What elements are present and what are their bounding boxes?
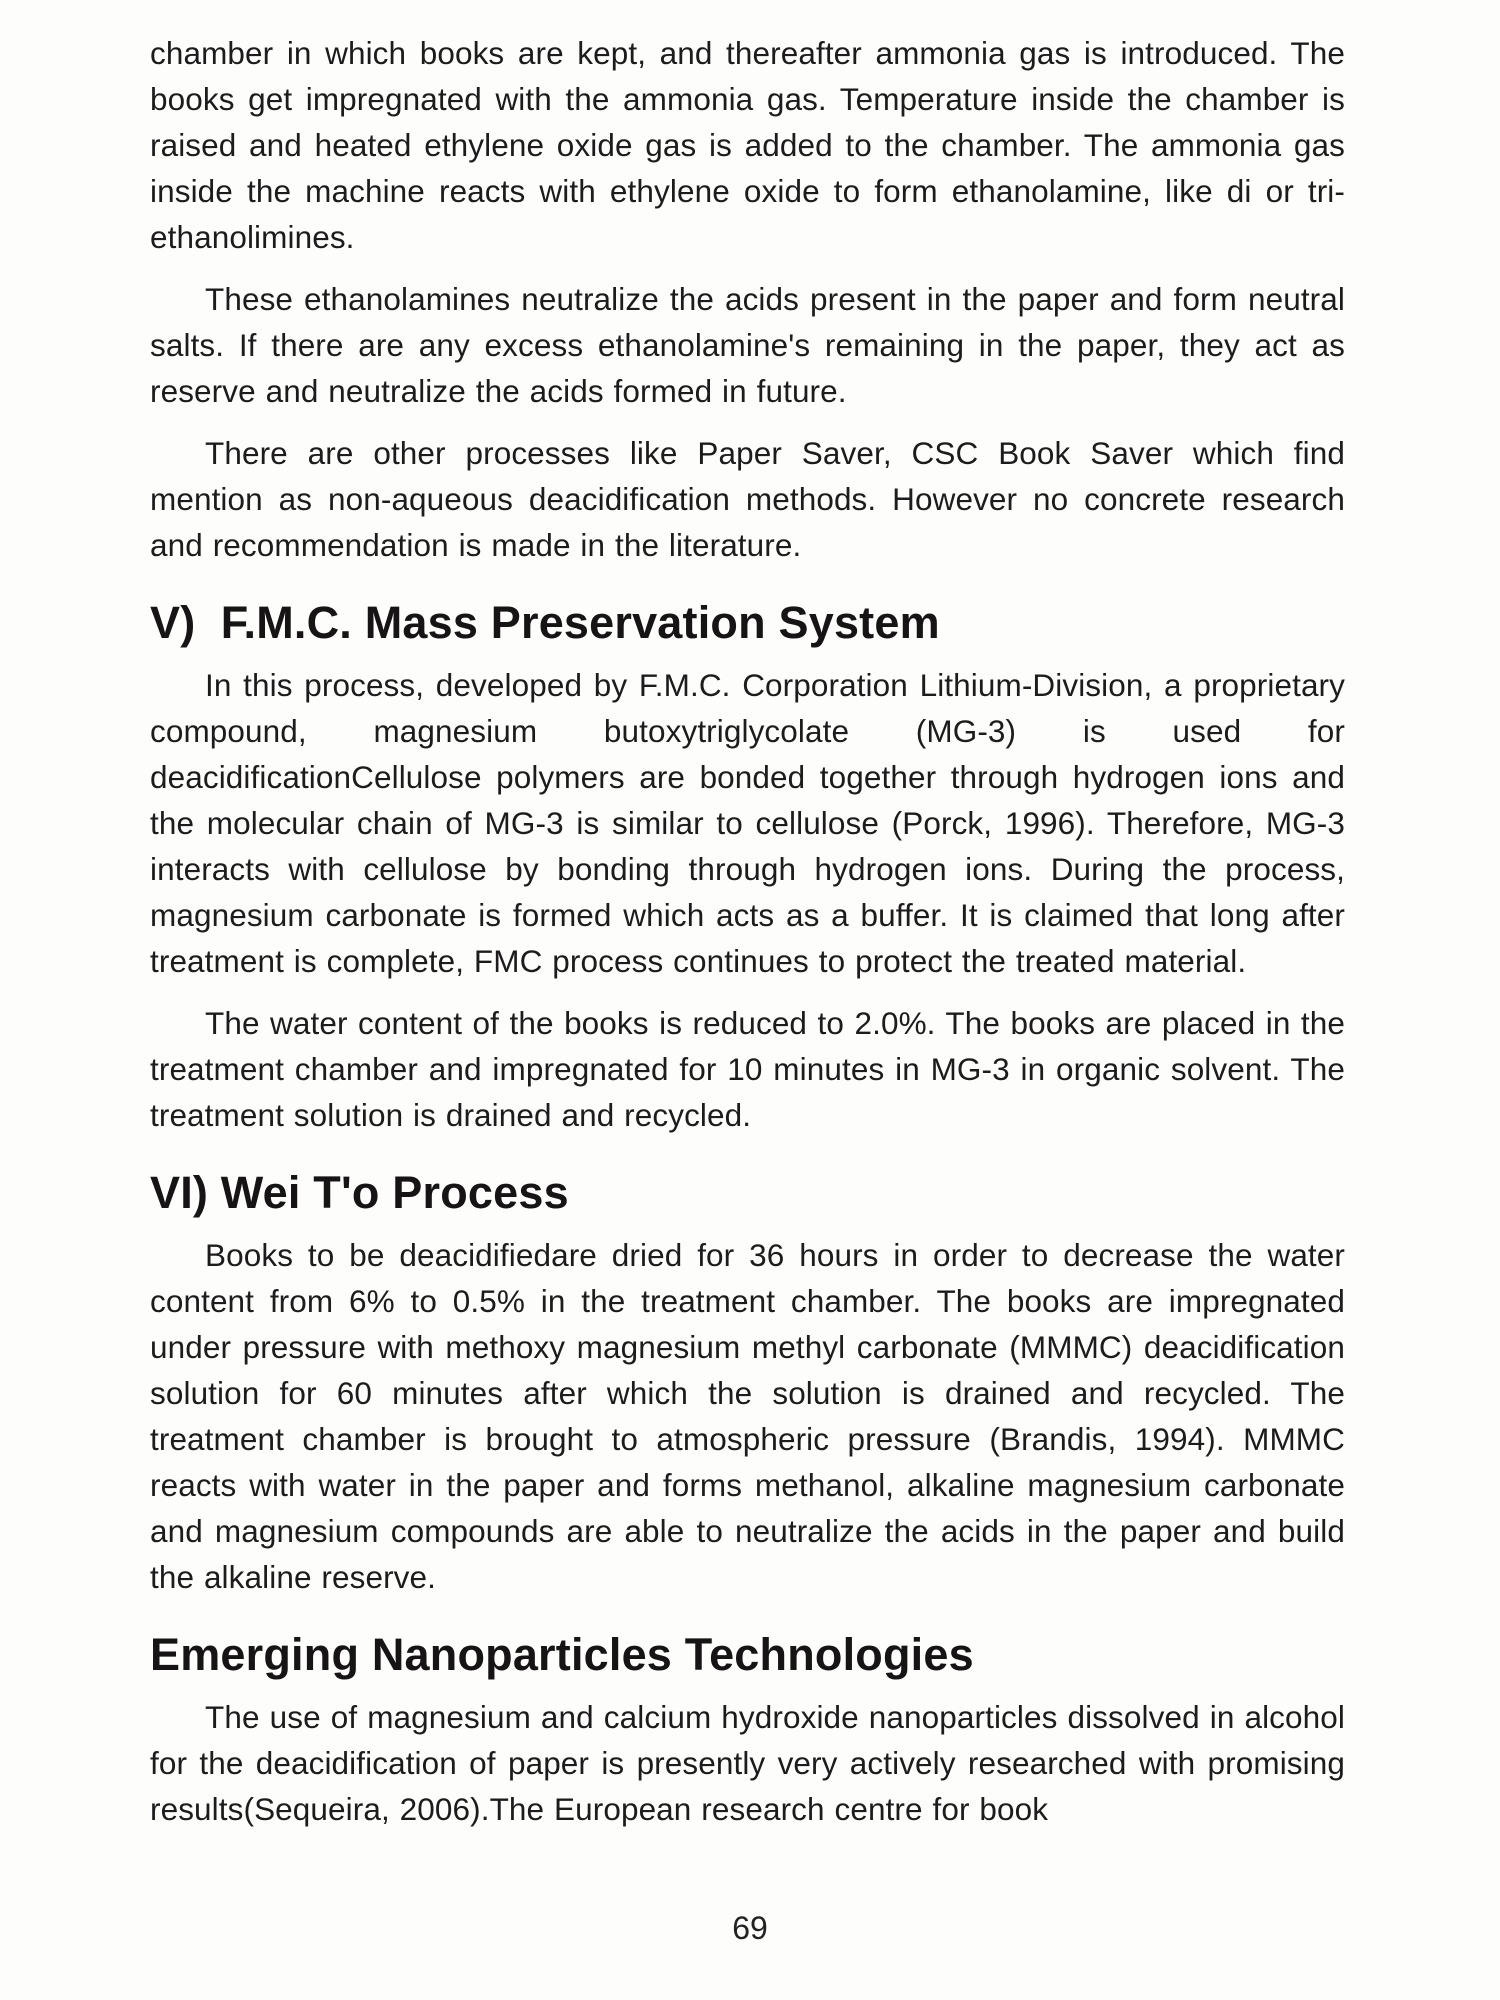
page-footer: [0, 1908, 1500, 1948]
paragraph-fmc-process: In this process, developed by F.M.C. Corporation Lithium-Division, a proprietary compound, magnesium butoxytriglycolate (MG-3) is used for deacidificationCellulose polymers are bonded together through hydrogen ions and the molecular chain of MG-3 is similar to cellulose (Porck, 1996). Therefore, MG-3 interacts with cellulose by bonding through hydrogen ions. During the process, magnesium carbonate is formed which acts as a buffer. It is claimed that long after treatment is complete, FMC process continues to protect the treated material.: [150, 667, 1345, 979]
paragraph-ammonia-chamber: chamber in which books are kept, and thereafter ammonia gas is introduced. The books get impregnated with the ammonia gas. Temperature inside the chamber is raised and heated ethylene oxide gas is added to the chamber. The ammonia gas inside the machine reacts with ethylene oxide to form ethanolamine, like di or tri-ethanolimines.: [150, 35, 1345, 255]
paragraph-nanoparticles: The use of magnesium and calcium hydroxide nanoparticles dissolved in alcohol for the deacidification of paper is presently very actively researched with promising results(Sequeira, 2006).The European research centre for book: [150, 1699, 1345, 1827]
heading-wei-to-process: VI) Wei T'o Process: [150, 1167, 569, 1218]
page-body: [150, 30, 1345, 1848]
paragraph-wei-to-details: Books to be deacidifiedare dried for 36 hours in order to decrease the water content from 6% to 0.5% in the treatment chamber. The books are impregnated under pressure with methoxy magnesium methyl carbonate (MMMC) deacidification solution for 60 minutes after which the solution is drained and recycled. The treatment chamber is brought to atmospheric pressure (Brandis, 1994). MMMC reacts with water in the paper and forms methanol, alkaline magnesium carbonate and magnesium compounds are able to neutralize the acids in the paper and build the alkaline reserve.: [150, 1237, 1345, 1595]
paragraph-other-processes: There are other processes like Paper Saver, CSC Book Saver which find mention as non-aqueous deacidification methods. However no concrete research and recommendation is made in the literature.: [150, 435, 1345, 563]
page-number: 69: [732, 1910, 768, 1946]
paragraph-ethanolamines: These ethanolamines neutralize the acids present in the paper and form neutral salts. If there are any excess ethanolamine's remaining in the paper, they act as reserve and neutralize the acids formed in future.: [150, 281, 1345, 409]
heading-emerging-nanoparticles-technologies: Emerging Nanoparticles Technologies: [150, 1629, 974, 1680]
paragraph-water-content: The water content of the books is reduced to 2.0%. The books are placed in the treatment chamber and impregnated for 10 minutes in MG-3 in organic solvent. The treatment solution is drained and recycled.: [150, 1005, 1345, 1133]
heading-fmc-mass-preservation-system: V) F.M.C. Mass Preservation System: [150, 597, 940, 648]
